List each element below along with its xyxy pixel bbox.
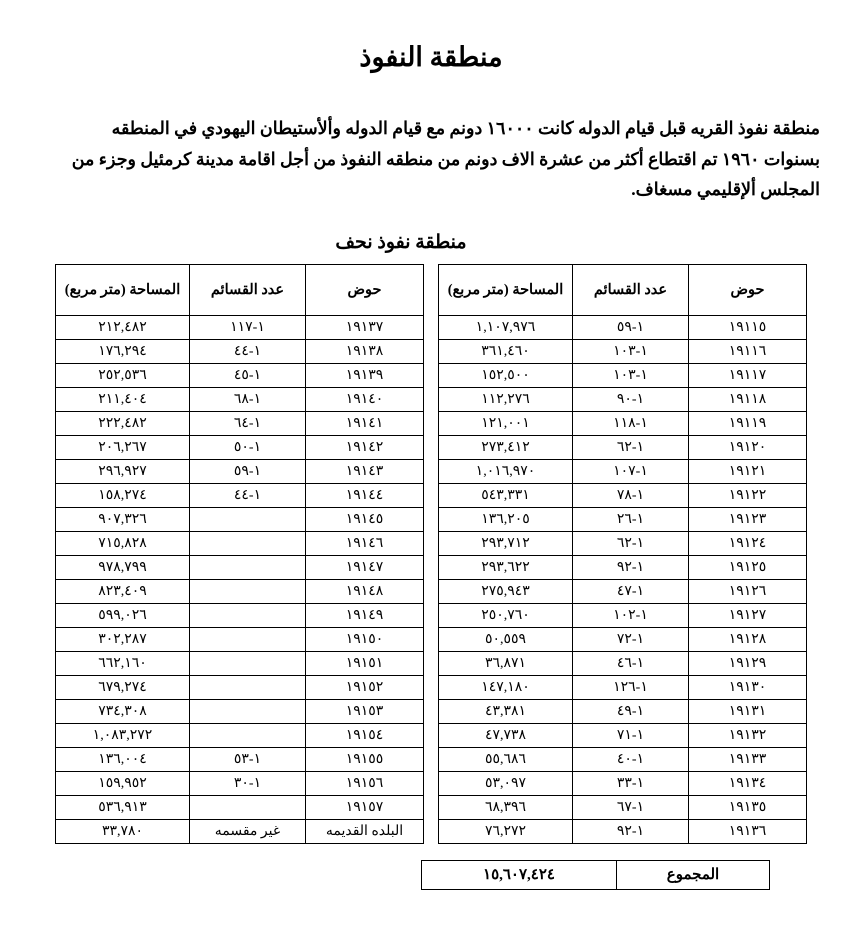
cell-hawd: ١٩١٤٩ — [306, 603, 424, 627]
cell-hawd: ١٩١٤٣ — [306, 459, 424, 483]
cell-area: ٣٣,٧٨٠ — [56, 819, 190, 843]
cell-area: ٧٣٤,٣٠٨ — [56, 699, 190, 723]
cell-area: ٥٤٣,٣٣١ — [439, 483, 573, 507]
page-title: منطقة النفوذ — [359, 42, 503, 72]
table-row — [56, 507, 424, 531]
cell-count: ١-٥٠ — [190, 435, 306, 459]
cell-hawd: ١٩١٣٠ — [689, 675, 807, 699]
cell-count: ١-٩٢ — [573, 555, 689, 579]
cell-count: ١-٦٧ — [573, 795, 689, 819]
cell-hawd: ١٩١٢٢ — [689, 483, 807, 507]
cell-count — [190, 603, 306, 627]
table-row — [439, 795, 807, 819]
cell-area: ٢٩٣,٦٢٢ — [439, 555, 573, 579]
cell-area: ١٢١,٠٠١ — [439, 411, 573, 435]
cell-count: ١-٣٣ — [573, 771, 689, 795]
cell-hawd: ١٩١٣٦ — [689, 819, 807, 843]
cell-area: ٦٧٩,٢٧٤ — [56, 675, 190, 699]
cell-area: ٦٨,٣٩٦ — [439, 795, 573, 819]
total-label: المجموع — [617, 860, 770, 889]
cell-count: ١-١٠٧ — [573, 459, 689, 483]
cell-count: ١-١٠٢ — [573, 603, 689, 627]
table-row — [439, 747, 807, 771]
cell-hawd: ١٩١١٨ — [689, 387, 807, 411]
cell-hawd: ١٩١٥٤ — [306, 723, 424, 747]
cell-count: ١-٤٧ — [573, 579, 689, 603]
cell-hawd: ١٩١٤٥ — [306, 507, 424, 531]
cell-count: ١-٤٤ — [190, 339, 306, 363]
column-header-count: عدد القسائم — [573, 264, 689, 315]
cell-count: ١-٧٨ — [573, 483, 689, 507]
table-row — [56, 531, 424, 555]
cell-area: ٢٢٢,٤٨٢ — [56, 411, 190, 435]
cell-hawd: ١٩١١٧ — [689, 363, 807, 387]
column-header-area: المساحة (متر مربع) — [56, 264, 190, 315]
table-row — [56, 651, 424, 675]
cell-area: ١,٠١٦,٩٧٠ — [439, 459, 573, 483]
cell-count: ١-٥٩ — [190, 459, 306, 483]
table-row — [56, 819, 424, 843]
cell-count: ١-١١٨ — [573, 411, 689, 435]
land-table-right — [438, 264, 807, 844]
cell-count: ١-٦٢ — [573, 435, 689, 459]
table-row — [56, 435, 424, 459]
intro-paragraph: منطقة نفوذ القريه قبل قيام الدوله كانت ١٦٠٠٠ دونم مع قيام الدوله وألأستيطان اليهودي في المنطقه بسنوات ١٩٦٠ تم اقتطاع أكثر من عشرة الاف دونم من منطقه النفوذ من أجل اقامة مدينة كرمئيل وجزء من المجلس ألإقليمي مسغاف. — [71, 118, 820, 200]
cell-count: ١-٦٤ — [190, 411, 306, 435]
cell-area: ٣٠٢,٢٨٧ — [56, 627, 190, 651]
cell-area: ٢١١,٤٠٤ — [56, 387, 190, 411]
table-row — [439, 363, 807, 387]
cell-hawd: ١٩١٢٧ — [689, 603, 807, 627]
table-row — [56, 483, 424, 507]
cell-hawd: ١٩١٣٣ — [689, 747, 807, 771]
cell-area: ٩٠٧,٣٢٦ — [56, 507, 190, 531]
table-row — [439, 771, 807, 795]
cell-area: ٥٥,٦٨٦ — [439, 747, 573, 771]
cell-hawd: ١٩١٥٧ — [306, 795, 424, 819]
cell-hawd: ١٩١٢٩ — [689, 651, 807, 675]
cell-hawd: ١٩١١٦ — [689, 339, 807, 363]
cell-area: ٢٠٦,٢٦٧ — [56, 435, 190, 459]
cell-area: ١٤٧,١٨٠ — [439, 675, 573, 699]
cell-hawd: ١٩١٣٩ — [306, 363, 424, 387]
cell-area: ٣٦,٨٧١ — [439, 651, 573, 675]
cell-count: غير مقسمه — [190, 819, 306, 843]
table-row — [56, 315, 424, 339]
cell-area: ١٧٦,٢٩٤ — [56, 339, 190, 363]
cell-area: ١٥٩,٩٥٢ — [56, 771, 190, 795]
table-row — [56, 699, 424, 723]
cell-count — [190, 579, 306, 603]
table-row — [439, 603, 807, 627]
cell-area: ٩٧٨,٧٩٩ — [56, 555, 190, 579]
column-header-hawd: حوض — [306, 264, 424, 315]
column-header-hawd: حوض — [689, 264, 807, 315]
table-row — [439, 723, 807, 747]
cell-hawd: ١٩١٤٤ — [306, 483, 424, 507]
table-row — [56, 411, 424, 435]
table-row — [439, 819, 807, 843]
cell-count: ١-٤٩ — [573, 699, 689, 723]
cell-count: ١-٩٠ — [573, 387, 689, 411]
cell-count — [190, 795, 306, 819]
cell-area: ٢٧٥,٩٤٣ — [439, 579, 573, 603]
cell-area: ١١٢,٢٧٦ — [439, 387, 573, 411]
cell-area: ٧١٥,٨٢٨ — [56, 531, 190, 555]
cell-count — [190, 555, 306, 579]
cell-hawd: ١٩١٢٠ — [689, 435, 807, 459]
table-row — [56, 579, 424, 603]
cell-area: ١٣٦,٢٠٥ — [439, 507, 573, 531]
cell-count — [190, 627, 306, 651]
land-table-left — [55, 264, 424, 844]
cell-count: ١-٤٤ — [190, 483, 306, 507]
cell-hawd: ١٩١٥٣ — [306, 699, 424, 723]
cell-count: ١-١٠٣ — [573, 363, 689, 387]
cell-count — [190, 723, 306, 747]
cell-area: ١,١٠٧,٩٧٦ — [439, 315, 573, 339]
table-row — [422, 860, 770, 889]
cell-hawd: ١٩١٣٢ — [689, 723, 807, 747]
cell-hawd: ١٩١٤٦ — [306, 531, 424, 555]
cell-count: ١-١٠٣ — [573, 339, 689, 363]
cell-area: ٨٢٣,٤٠٩ — [56, 579, 190, 603]
table-row — [56, 555, 424, 579]
table-header-row — [56, 264, 424, 315]
cell-hawd: ١٩١١٥ — [689, 315, 807, 339]
cell-count: ١-٧١ — [573, 723, 689, 747]
table-row — [56, 747, 424, 771]
cell-area: ٥٣٦,٩١٣ — [56, 795, 190, 819]
cell-count — [190, 699, 306, 723]
cell-area: ٤٧,٧٣٨ — [439, 723, 573, 747]
cell-hawd: ١٩١٤١ — [306, 411, 424, 435]
cell-area: ١,٠٨٣,٢٧٢ — [56, 723, 190, 747]
cell-hawd: ١٩١١٩ — [689, 411, 807, 435]
cell-area: ١٣٦,٠٠٤ — [56, 747, 190, 771]
cell-area: ٧٦,٢٧٢ — [439, 819, 573, 843]
table-row — [56, 723, 424, 747]
table-row — [439, 435, 807, 459]
cell-count: ١-٦٨ — [190, 387, 306, 411]
table-row — [439, 579, 807, 603]
cell-area: ٢٩٣,٧١٢ — [439, 531, 573, 555]
table-row — [56, 795, 424, 819]
cell-hawd: ١٩١٢١ — [689, 459, 807, 483]
cell-hawd: ١٩١٤٠ — [306, 387, 424, 411]
cell-hawd: ١٩١٢٤ — [689, 531, 807, 555]
cell-hawd: ١٩١٢٨ — [689, 627, 807, 651]
table-row — [439, 675, 807, 699]
cell-hawd: ١٩١٣٨ — [306, 339, 424, 363]
cell-area: ٥٣,٠٩٧ — [439, 771, 573, 795]
cell-hawd: ١٩١٥٠ — [306, 627, 424, 651]
cell-count: ١-٢٦ — [573, 507, 689, 531]
cell-area: ٢١٢,٤٨٢ — [56, 315, 190, 339]
cell-area: ٣٦١,٤٦٠ — [439, 339, 573, 363]
column-header-count: عدد القسائم — [190, 264, 306, 315]
cell-count: ١-٥٩ — [573, 315, 689, 339]
total-value: ١٥,٦٠٧,٤٢٤ — [422, 860, 617, 889]
cell-hawd: ١٩١٥٢ — [306, 675, 424, 699]
cell-hawd: ١٩١٣١ — [689, 699, 807, 723]
cell-count — [190, 507, 306, 531]
cell-count: ١-٩٢ — [573, 819, 689, 843]
cell-count: ١-٤٥ — [190, 363, 306, 387]
table-row — [439, 411, 807, 435]
table-row — [56, 627, 424, 651]
cell-hawd: ١٩١٤٨ — [306, 579, 424, 603]
table-row — [439, 315, 807, 339]
table-row — [439, 483, 807, 507]
cell-area: ٥٠,٥٥٩ — [439, 627, 573, 651]
cell-hawd: ١٩١٥٦ — [306, 771, 424, 795]
total-table — [421, 860, 770, 890]
table-row — [439, 459, 807, 483]
table-header-row — [439, 264, 807, 315]
table-row — [56, 771, 424, 795]
cell-hawd: ١٩١٢٥ — [689, 555, 807, 579]
cell-hawd: ١٩١٣٥ — [689, 795, 807, 819]
cell-hawd: ١٩١٥٥ — [306, 747, 424, 771]
table-row — [439, 531, 807, 555]
cell-count: ١-٤٦ — [573, 651, 689, 675]
cell-count: ١-٧٢ — [573, 627, 689, 651]
cell-area: ٤٣,٣٨١ — [439, 699, 573, 723]
cell-count — [190, 651, 306, 675]
cell-hawd: ١٩١٣٤ — [689, 771, 807, 795]
cell-area: ١٥٢,٥٠٠ — [439, 363, 573, 387]
table-row — [439, 387, 807, 411]
cell-area: ٦٦٢,١٦٠ — [56, 651, 190, 675]
cell-count: ١-٣٠ — [190, 771, 306, 795]
cell-area: ٢٧٣,٤١٢ — [439, 435, 573, 459]
cell-count — [190, 531, 306, 555]
table-row — [56, 387, 424, 411]
cell-area: ١٥٨,٢٧٤ — [56, 483, 190, 507]
cell-hawd: البلده القديمه — [306, 819, 424, 843]
section-title: منطقة نفوذ نحف — [335, 231, 467, 253]
table-row — [439, 699, 807, 723]
column-header-area: المساحة (متر مربع) — [439, 264, 573, 315]
cell-area: ٢٥٠,٧٦٠ — [439, 603, 573, 627]
land-tables — [36, 264, 826, 844]
total-row-wrap — [36, 860, 826, 890]
cell-count: ١-١٢٦ — [573, 675, 689, 699]
cell-hawd: ١٩١٣٧ — [306, 315, 424, 339]
table-row — [439, 651, 807, 675]
cell-count: ١-٥٣ — [190, 747, 306, 771]
cell-count: ١-٤٠ — [573, 747, 689, 771]
cell-count — [190, 675, 306, 699]
table-row — [56, 339, 424, 363]
table-row — [439, 507, 807, 531]
table-row — [56, 459, 424, 483]
cell-hawd: ١٩١٢٦ — [689, 579, 807, 603]
cell-area: ٢٩٦,٩٢٧ — [56, 459, 190, 483]
cell-area: ٥٩٩,٠٢٦ — [56, 603, 190, 627]
cell-hawd: ١٩١٤٧ — [306, 555, 424, 579]
table-row — [56, 675, 424, 699]
cell-hawd: ١٩١٥١ — [306, 651, 424, 675]
table-row — [56, 363, 424, 387]
cell-hawd: ١٩١٢٣ — [689, 507, 807, 531]
table-row — [439, 555, 807, 579]
cell-area: ٢٥٢,٥٣٦ — [56, 363, 190, 387]
cell-count: ١-١١٧ — [190, 315, 306, 339]
cell-count: ١-٦٢ — [573, 531, 689, 555]
table-row — [56, 603, 424, 627]
table-row — [439, 627, 807, 651]
table-row — [439, 339, 807, 363]
cell-hawd: ١٩١٤٢ — [306, 435, 424, 459]
